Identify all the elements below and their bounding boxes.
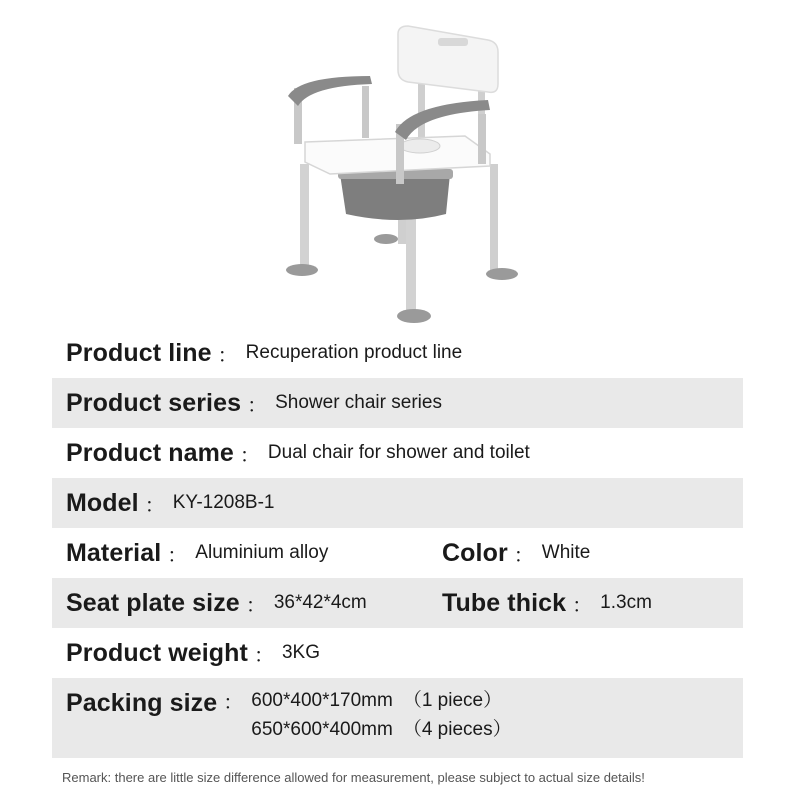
spec-value: KY-1208B-1 — [172, 492, 275, 513]
spec-row-product-series — [52, 378, 743, 428]
spec-colon: ： — [572, 594, 593, 617]
spec-value: 3KG — [281, 642, 320, 663]
packing-qty: （1 piece） — [402, 690, 503, 711]
spec-label: Packing size — [66, 689, 218, 717]
spec-row-model — [52, 478, 743, 528]
remark-text: Remark: there are little size difference allowed for measurement, please subject to actual size details! — [62, 770, 645, 785]
packing-size: 650*600*400mm — [251, 719, 393, 740]
spec-value: 1.3cm — [600, 592, 652, 613]
packing-line — [251, 715, 511, 744]
spec-row-product-line — [52, 328, 743, 378]
spec-value: Shower chair series — [275, 392, 442, 413]
spec-row-seat-tube — [52, 578, 743, 628]
spec-row-product-weight — [52, 628, 743, 678]
spec-colon: ： — [167, 544, 188, 567]
spec-row-material-color — [52, 528, 743, 578]
spec-label: Product weight — [66, 638, 248, 667]
spec-value: 36*42*4cm — [273, 592, 367, 613]
spec-label: Tube thick — [442, 588, 567, 617]
packing-qty: （4 pieces） — [402, 719, 512, 740]
packing-lines — [251, 686, 511, 744]
spec-table — [52, 328, 743, 758]
spec-colon: ： — [513, 544, 534, 567]
packing-line — [251, 686, 511, 715]
spec-label: Seat plate size — [66, 588, 240, 617]
spec-label: Color — [442, 538, 508, 567]
spec-row-product-name — [52, 428, 743, 478]
spec-label: Model — [66, 488, 139, 517]
packing-size: 600*400*170mm — [251, 690, 393, 711]
spec-value: White — [541, 542, 591, 563]
spec-colon: ： — [144, 494, 165, 517]
spec-label: Product line — [66, 338, 212, 367]
spec-label: Product series — [66, 388, 242, 417]
spec-colon: ： — [217, 344, 238, 367]
spec-colon: ： — [253, 644, 274, 667]
spec-colon: ： — [239, 444, 260, 467]
spec-label: Product name — [66, 438, 234, 467]
spec-row-packing-size — [52, 678, 743, 758]
spec-colon: ： — [247, 394, 268, 417]
spec-label: Material — [66, 538, 162, 567]
spec-value: Dual chair for shower and toilet — [267, 442, 530, 463]
spec-value: Aluminium alloy — [195, 542, 329, 563]
shower-chair-image — [250, 14, 550, 330]
spec-value: Recuperation product line — [245, 342, 463, 363]
spec-colon: ： — [245, 594, 266, 617]
spec-colon: ： — [223, 692, 244, 714]
